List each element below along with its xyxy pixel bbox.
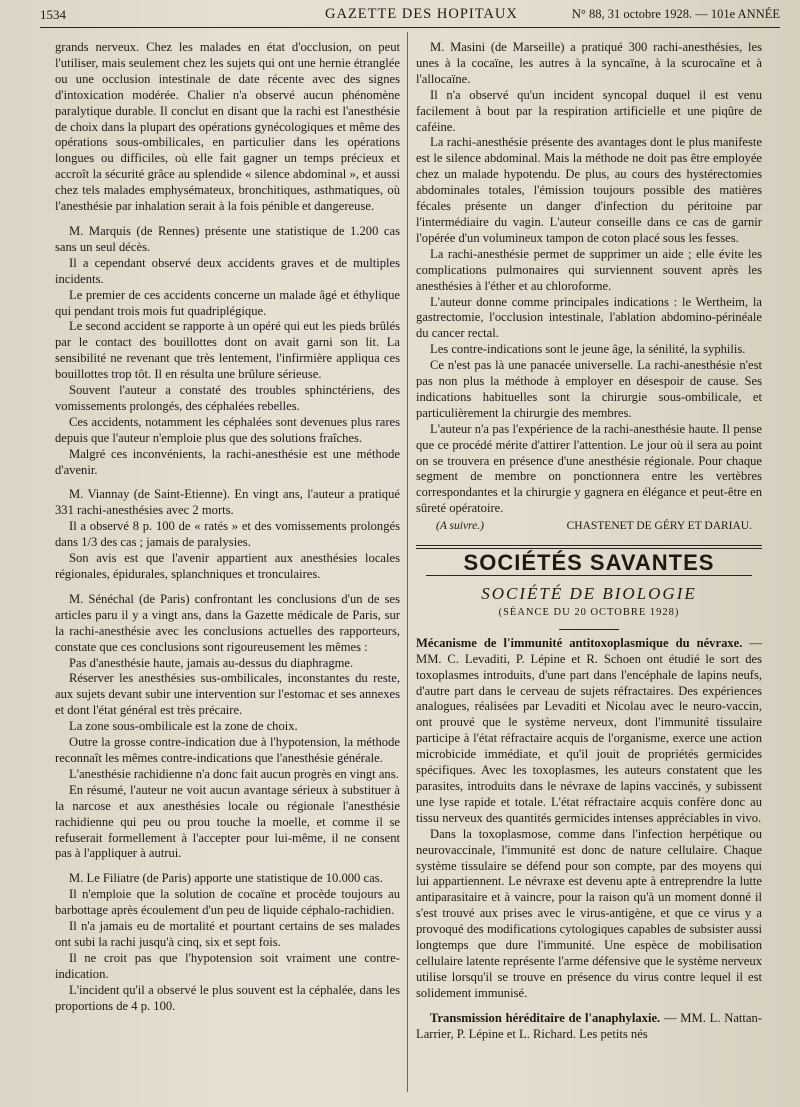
page-header bbox=[40, 5, 780, 28]
paragraph: Il ne croit pas que l'hypotension soit vraiment une contre-indication. bbox=[55, 950, 400, 981]
journal-title: GAZETTE DES HOPITAUX bbox=[325, 6, 518, 22]
paragraph: Malgré ces inconvénients, la rachi-anesthésie est une méthode d'avenir. bbox=[55, 446, 400, 477]
paragraph: M. Marquis (de Rennes) présente une statistique de 1.200 cas sans un seul décès. bbox=[55, 223, 400, 254]
article-title: Mécanisme de l'immunité antitoxoplasmique du névraxe. bbox=[416, 635, 743, 650]
article-paragraph bbox=[416, 636, 762, 827]
paragraph: L'auteur donne comme principales indications : le Wertheim, la gastrectomie, l'occlusion intestinale, l'ablation abdomino-périnéale du cancer rectal. bbox=[416, 294, 762, 341]
article-paragraph: Dans la toxoplasmose, comme dans l'infection herpétique ou neurovaccinale, l'immunité est donc de nature cellulaire. Chaque système tissulaire se défend pour son compte, par des moyens qui lui appartiennent. Le névraxe est devenu apte à entreprendre la lutte antiparasitaire et à vaincre, pour la raison qu'à un moment donné il s'est trouvé aux prises avec le virus-antigène, et que ce virus y a provoqué des modifications cytologiques capables de subsister aussi longtemps que dure l'immunité. Une espèce de mobilisation cellulaire latente représente l'arme défensive que le système nerveux utilise lorsqu'il se trouve en présence du virus contre lequel il est solidement immunisé. bbox=[416, 826, 762, 1000]
page-number: 1534 bbox=[40, 7, 66, 22]
paragraph: Son avis est que l'avenir appartient aux anesthésies locales régionales, épidurales, splanchniques et tronculaires. bbox=[55, 551, 400, 581]
paragraph: grands nerveux. Chez les malades en état d'occlusion, on peut l'utiliser, mais seulement chez les sujets qui ont une hernie étranglée ou une occlusion intestinale de date récente avec des signes d'intoxication modérée. Chalier n'a observé aucun phénomène paralytique durable. Il conclut en disant que la rachi est l'anesthésie de choix dans la plupart des opérations gynécologiques et même des opérations sous-ombilicales, en particulier dans les opérations longues ou difficiles, où elle fait gagner un temps précieux et accroît la sécurité grâce au splendide « silence abdominal », et aussi chez tels malades emphysémateux, bronchitiques, asthmatiques, où l'anesthésie par inhalation serait à la fois pénible et dangereuse. bbox=[55, 40, 400, 214]
article-signature bbox=[416, 519, 762, 535]
paragraph: Il a observé 8 p. 100 de « ratés » et des vomissements prolongés dans 1/3 des cas ; jamais de paralysies. bbox=[55, 519, 400, 550]
paragraph: Il n'emploie que la solution de cocaïne et procède toujours au barbottage après écoulement d'un peu de liquide céphalo-rachidien. bbox=[55, 887, 400, 918]
issue-info: N° 88, 31 octobre 1928. — 101e ANNÉE bbox=[571, 7, 780, 21]
article-title: Transmission héréditaire de l'anaphylaxie. bbox=[430, 1010, 661, 1025]
paragraph: L'anesthésie rachidienne n'a donc fait aucun progrès en vingt ans. bbox=[69, 766, 399, 781]
paragraph: La zone sous-ombilicale est la zone de choix. bbox=[69, 719, 298, 734]
paragraph: M. Viannay (de Saint-Etienne). En vingt ans, l'auteur a pratiqué 331 rachi-anesthésies avec 2 morts. bbox=[55, 487, 400, 518]
paragraph: En résumé, l'auteur ne voit aucun avantage sérieux à substituer à la narcose et aux anesthésies locale ou régionale l'anesthésie rachidienne qui peu ou prou touche la moelle, et comme il se refuserait formellement à l'accepter pour lui-même, il ne consent pas à l'appliquer à autrui. bbox=[55, 782, 400, 861]
article-text: — MM. C. Levaditi, P. Lépine et R. Schoen ont étudié le sort des toxoplasmes introduits, d'une part dans l'encéphale de lapins neufs, d'autre part dans le cerveau de sujets réfractaires. Des expériences analogues, réalisées par Levaditi et Nicolau avec le neuro-vaccin, ont prouvé que le système nerveux, dont l'immunité tissulaire participe à l'état réfractaire acquis de l'organisme, exerce une action microbicide immédiate, et qu'il jouit de propriétés germicides spécifiques. Avec les toxoplasmes, les auteurs constatent que les parasites, introduits dans le névraxe de lapins vaccinés, y subissent une lyse rapide et totale. L'état réfractaire acquis confère donc au tissu nerveux des quantités germicides intenses appréciables in vivo. bbox=[416, 635, 762, 825]
column-divider bbox=[407, 32, 408, 1092]
paragraph: Souvent l'auteur a constaté des troubles sphinctériens, des vomissements prolongés, des céphalées rebelles. bbox=[55, 383, 400, 413]
paragraph: Ce n'est pas là une panacée universelle. La rachi-anesthésie n'est pas non plus la méthode à employer en désespoir de cause. Ses indications habituelles sont la chirurgie sous-ombilicale, et particulièrement la chirurgie des membres. bbox=[416, 358, 762, 420]
article-text: — MM. L. Nattan-Larrier, P. Lépine et L. Richard. Les petits nés bbox=[416, 1010, 762, 1041]
paragraph: M. Masini (de Marseille) a pratiqué 300 rachi-anesthésies, les unes à la cocaïne, les autres à la syncaïne, à la scurocaïne et à l'allocaïne. bbox=[416, 40, 762, 86]
paragraph: M. Sénéchal (de Paris) confrontant les conclusions d'un de ses articles paru il y a vingt ans, dans la Gazette médicale de Paris, sur la rachi-anesthésie avec les conclusions actuelles des rapporteurs, constate que ces conclusions sont rigoureusement les mêmes : bbox=[55, 591, 400, 654]
paragraph: Les contre-indications sont le jeune âge, la sénilité, la syphilis. bbox=[430, 342, 746, 357]
paragraph: Pas d'anesthésie haute, jamais au-dessus du diaphragme. bbox=[69, 655, 354, 670]
paragraph: Outre la grosse contre-indication due à l'hypotension, la méthode reconnaît les mêmes contre-indications que l'anesthésie générale. bbox=[55, 735, 400, 765]
paragraph: Réserver les anesthésies sus-ombilicales, inconstantes du reste, aux sujets devant subir une intervention sur l'estomac et ses annexes et dont l'état général est très précaire. bbox=[55, 671, 400, 718]
signature-authors: CHASTENET DE GÉRY ET DARIAU. bbox=[566, 520, 752, 533]
article-paragraph bbox=[416, 1011, 762, 1043]
paragraph: Ces accidents, notamment les céphalées sont devenues plus rares depuis que l'auteur n'emploie plus que des solutions fraîches. bbox=[55, 414, 400, 445]
short-divider bbox=[559, 629, 619, 630]
section-title: SOCIÉTÉS SAVANTES bbox=[463, 550, 715, 576]
paragraph: L'incident qu'il a observé le plus souvent est la céphalée, dans les proportions de 4 p. 100. bbox=[55, 982, 400, 1013]
section-rule bbox=[416, 545, 762, 549]
paragraph: Il a cependant observé deux accidents graves et de multiples incidents. bbox=[55, 255, 400, 286]
paragraph: Le second accident se rapporte à un opéré qui eut les pieds brûlés par le contact des bouillottes dont on avait garni son lit. La sensibilité ne revenant que très lentement, l'infirmière appliqua ces bouillottes trop tôt. Il en résulta une brûlure sérieuse. bbox=[55, 319, 400, 382]
paragraph: La rachi-anesthésie permet de supprimer un aide ; elle évite les complications pulmonaires qui surviennent souvent après les anesthésies à l'éther et au chloroforme. bbox=[416, 246, 762, 293]
paragraph: L'auteur n'a pas l'expérience de la rachi-anesthésie haute. Il pense que ce procédé mérite d'attirer l'attention. Le jour où il sera au point on se trouvera en présence d'une anesthésie régionale. Pour chaque segment de membre on ponctionnera entre les vertèbres correspondantes et la chirurgie y gagnera en élégance et peut-être en sûreté opératoire. bbox=[416, 421, 762, 516]
paragraph: Il n'a jamais eu de mortalité et pourtant certains de ses malades ont subi la rachi jusqu'à cinq, six et sept fois. bbox=[55, 919, 400, 949]
left-column bbox=[55, 40, 400, 1014]
paragraph: Il n'a observé qu'un incident syncopal duquel il est venu facilement à bout par la respiration artificielle et une piqûre de caféine. bbox=[416, 87, 762, 134]
right-column bbox=[416, 40, 762, 1042]
paragraph: La rachi-anesthésie présente des avantages dont le plus manifeste est le silence abdominal. Mais la méthode ne doit pas être employée chez un malade hypotendu. De plus, au cours des hystérectomies abdominales totales, l'émission toujours possible des matières fécales présente un danger d'infection du péritoine par l'intermédiaire du vagin. L'auteur conseille dans ce cas de garnir l'opérée d'un volumineux tampon de coton placé sous les fesses. bbox=[416, 135, 762, 245]
paragraph: Le premier de ces accidents concerne un malade âgé et éthylique qui pendant trois mois fut quadriplégique. bbox=[55, 287, 400, 318]
continued-note: (A suivre.) bbox=[436, 520, 484, 533]
society-title: SOCIÉTÉ DE BIOLOGIE bbox=[481, 584, 697, 603]
paragraph: M. Le Filiatre (de Paris) apporte une statistique de 10.000 cas. bbox=[69, 871, 383, 886]
section-rule-lower bbox=[426, 575, 752, 576]
session-date: (SÉANCE DU 20 OCTOBRE 1928) bbox=[498, 606, 680, 618]
